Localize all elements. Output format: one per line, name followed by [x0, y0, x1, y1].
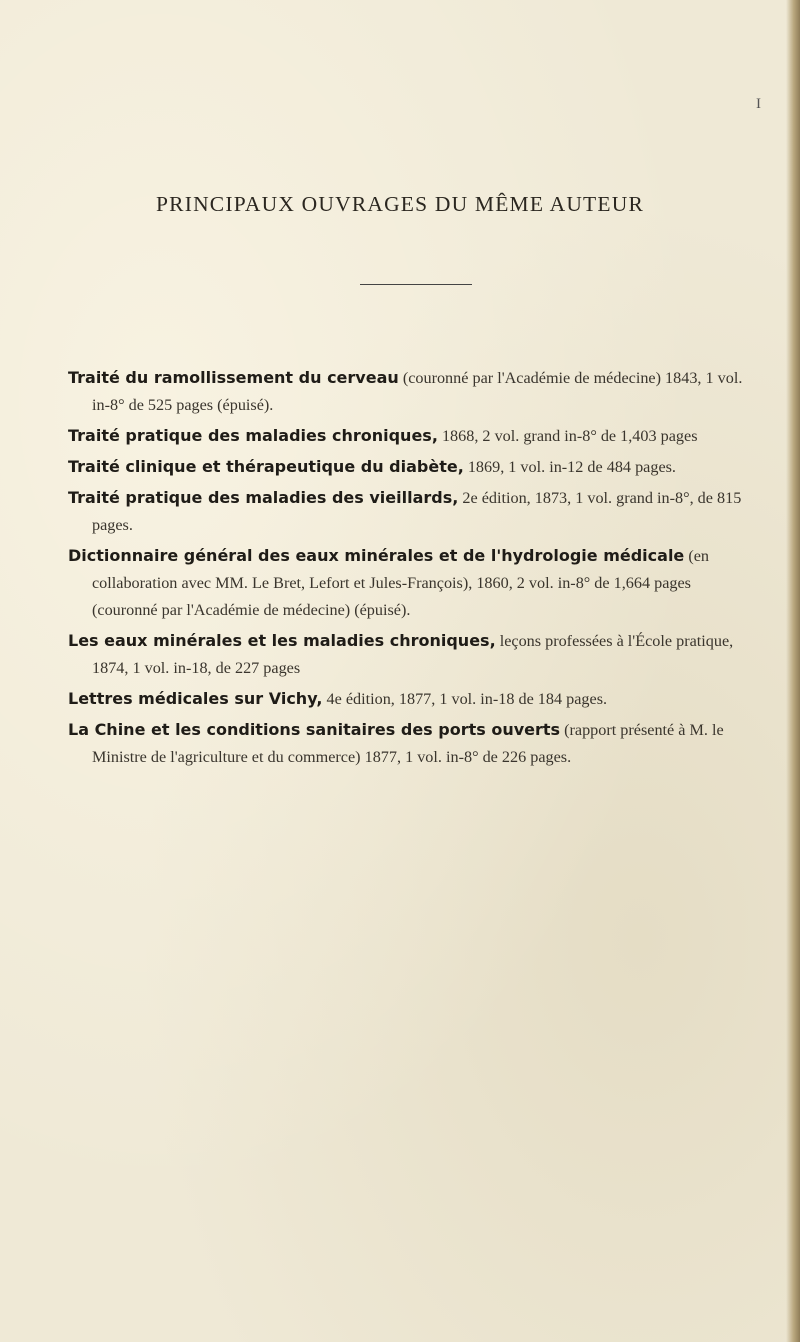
- list-item: [68, 716, 760, 771]
- list-item: [68, 542, 760, 624]
- work-details: 1869, 1 vol. in-12 de 484 pages.: [463, 458, 676, 476]
- work-title: Dictionnaire général des eaux minérales et de l'hydrologie médicale: [68, 546, 685, 565]
- list-item: [68, 453, 760, 481]
- work-details: 2e édition, 1873, 1 vol. grand in-8°, de 815 pages.: [92, 489, 742, 534]
- list-item: [68, 685, 760, 713]
- title-divider: [360, 284, 472, 285]
- list-item: [68, 627, 760, 682]
- work-title: Traité clinique et thérapeutique du diabète,: [68, 457, 464, 476]
- work-details: leçons professées à l'École pratique, 1874, 1 vol. in-18, de 227 pages: [92, 632, 734, 677]
- work-title: Traité pratique des maladies des vieillards,: [68, 488, 459, 507]
- page-number: I: [756, 96, 761, 112]
- work-title: Traité du ramollissement du cerveau: [68, 368, 399, 387]
- list-item: [68, 364, 760, 419]
- works-list: [68, 364, 760, 774]
- page-title: PRINCIPAUX OUVRAGES DU MÊME AUTEUR: [156, 192, 644, 216]
- list-item: [68, 484, 760, 539]
- list-item: [68, 422, 760, 450]
- work-details: (en collaboration avec MM. Le Bret, Lefort et Jules-François), 1860, 2 vol. in-8° de 1,664 pages (couronné par l'Académie de médecine) (épuisé).: [92, 547, 709, 619]
- work-title: Traité pratique des maladies chroniques,: [68, 426, 438, 445]
- work-title: Les eaux minérales et les maladies chroniques,: [68, 631, 496, 650]
- work-title: Lettres médicales sur Vichy,: [68, 689, 323, 708]
- work-details: (couronné par l'Académie de médecine) 1843, 1 vol. in-8° de 525 pages (épuisé).: [92, 369, 743, 414]
- work-details: 4e édition, 1877, 1 vol. in-18 de 184 pages.: [322, 690, 608, 708]
- work-title: La Chine et les conditions sanitaires des ports ouverts: [68, 720, 561, 739]
- work-details: (rapport présenté à M. le Ministre de l'agriculture et du commerce) 1877, 1 vol. in-8° de 226 pages.: [92, 721, 724, 766]
- work-details: 1868, 2 vol. grand in-8° de 1,403 pages: [437, 427, 698, 445]
